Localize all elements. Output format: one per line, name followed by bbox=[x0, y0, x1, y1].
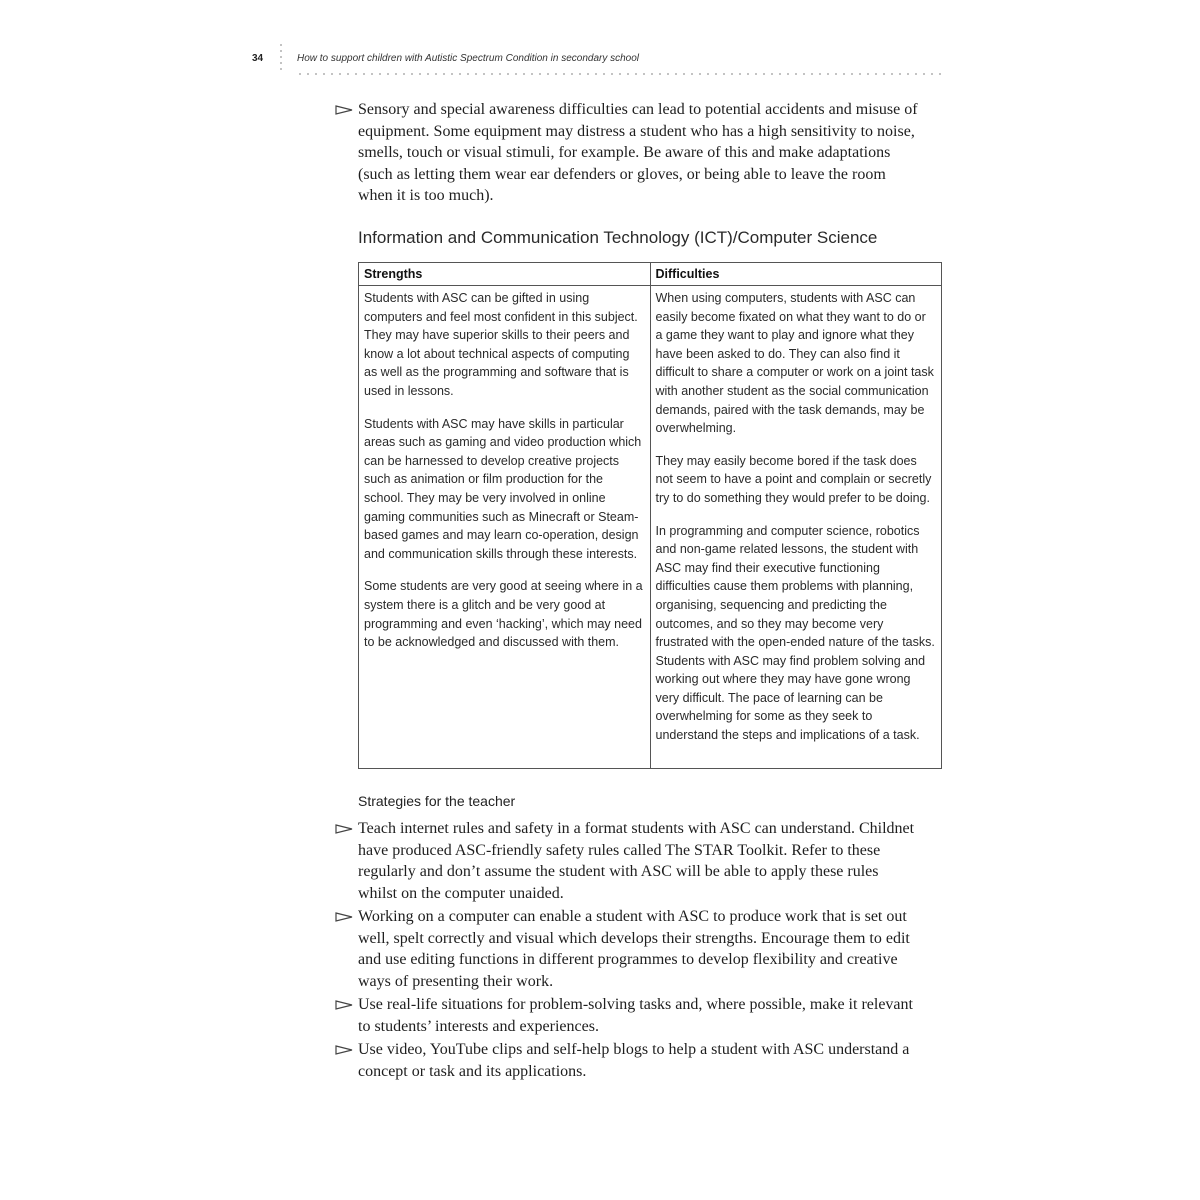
arrow-bullet-icon bbox=[335, 105, 353, 115]
difficulties-header: Difficulties bbox=[650, 263, 942, 286]
strengths-header: Strengths bbox=[359, 263, 651, 286]
strategy-bullet-text: Use video, YouTube clips and self-help blogs to help a student with ASC understand a concept or task and its applications. bbox=[358, 1041, 910, 1080]
difficulty-paragraph: They may easily become bored if the task does not seem to have a point and complain or secretly try to do something they would prefer to be doing. bbox=[655, 453, 932, 505]
strategy-bullet bbox=[358, 906, 918, 992]
strategy-bullet bbox=[358, 994, 918, 1037]
strengths-difficulties-table bbox=[358, 262, 942, 769]
strategy-bullet-text: Use real-life situations for problem-solving tasks and, where possible, make it relevant to students’ interests and experiences. bbox=[358, 996, 913, 1035]
strategy-bullet-text: Working on a computer can enable a student with ASC to produce work that is set out well, spelt correctly and visual which develops their strengths. Encourage them to edit and use editing functions in different programmes to develop flexibility and creative ways of presenting their work. bbox=[358, 908, 910, 990]
arrow-bullet-icon bbox=[335, 824, 353, 834]
strategy-bullet-text: Teach internet rules and safety in a format students with ASC can understand. Childnet have produced ASC-friendly safety rules called The STAR Toolkit. Refer to these regularly and don’t assume the student with ASC will be able to apply these rules whilst on the computer unaided. bbox=[358, 820, 915, 902]
strategy-bullet bbox=[358, 818, 918, 904]
page-number: 34 bbox=[252, 53, 264, 64]
strategies-title: Strategies for the teacher bbox=[358, 793, 516, 809]
running-head: How to support children with Autistic Spectrum Condition in secondary school bbox=[297, 53, 640, 64]
strength-paragraph: Students with ASC may have skills in particular areas such as gaming and video production which can be harnessed to develop creative projects such as animation or film production for the school. They may be very involved in online gaming communities such as Minecraft or Steam-based games and may learn co-operation, design and communication skills through these interests. bbox=[364, 416, 642, 561]
section-title: Information and Communication Technology (ICT)/Computer Science bbox=[358, 228, 878, 247]
arrow-bullet-icon bbox=[335, 1045, 353, 1055]
intro-bullet bbox=[358, 99, 918, 207]
difficulties-cell bbox=[650, 286, 942, 769]
table-row bbox=[359, 286, 942, 769]
strategy-bullet bbox=[358, 1039, 918, 1082]
strengths-cell bbox=[359, 286, 651, 769]
arrow-bullet-icon bbox=[335, 1000, 353, 1010]
horizontal-dotted-rule bbox=[296, 72, 944, 76]
difficulty-paragraph: When using computers, students with ASC can easily become fixated on what they want to do or a game they want to play and ignore what they have been asked to do. They can also find it difficult to share a computer or work on a joint task with another student as the social communication demands, paired with the task demands, may be overwhelming. bbox=[655, 291, 934, 436]
intro-bullet-text: Sensory and special awareness difficulties can lead to potential accidents and misuse of equipment. Some equipment may distress a student who has a high sensitivity to noise, smells, touch or visual stimuli, for example. Be aware of this and make adaptations (such as letting them wear ear defenders or gloves, or being able to leave the room when it is too much). bbox=[358, 101, 918, 204]
table-header-row bbox=[359, 263, 942, 286]
strength-paragraph: Some students are very good at seeing where in a system there is a glitch and be very good at programming and even ‘hacking’, which may need to be acknowledged and discussed with them. bbox=[364, 579, 643, 650]
difficulty-paragraph: In programming and computer science, robotics and non-game related lessons, the student with ASC may find their executive functioning difficulties cause them problems with planning, organising, sequencing and predicting the outcomes, and so they may become very frustrated with the open-ended nature of the tasks. Students with ASC may find problem solving and working out where they may have gone wrong very difficult. The pace of learning can be overwhelming for some as they seek to understand the steps and implications of a task. bbox=[655, 523, 935, 743]
vertical-dotted-rule bbox=[280, 42, 282, 72]
strength-paragraph: Students with ASC can be gifted in using computers and feel most confident in this subject. They may have superior skills to their peers and know a lot about technical aspects of computing as well as the programming and software that is used in lessons. bbox=[364, 291, 638, 398]
arrow-bullet-icon bbox=[335, 912, 353, 922]
